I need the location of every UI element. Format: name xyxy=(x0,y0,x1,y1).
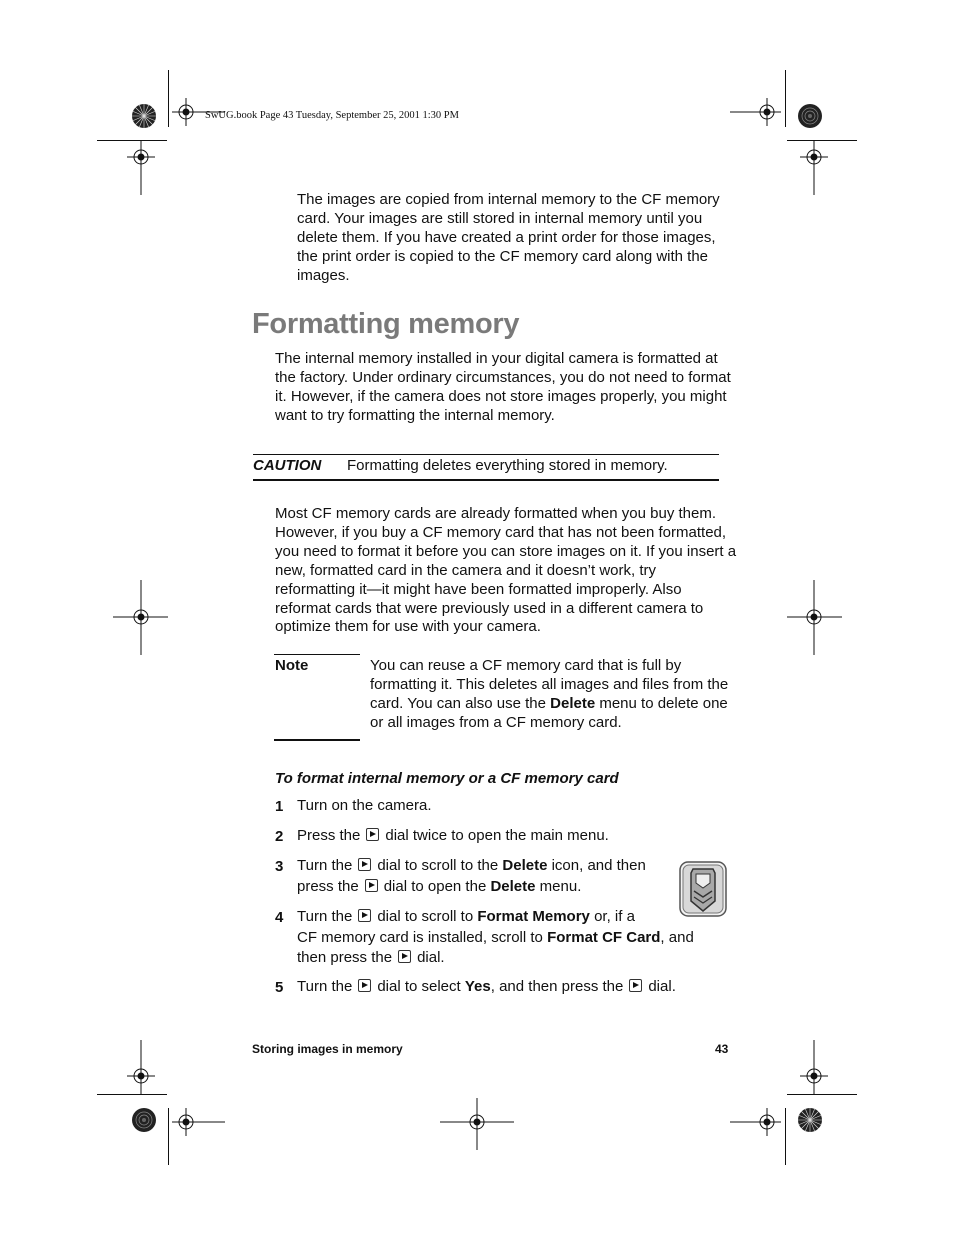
step-5-text: Turn the dial to select Yes, and then press the dial. xyxy=(297,978,676,995)
step-number: 5 xyxy=(275,979,284,996)
note-delete-bold: Delete xyxy=(550,694,596,712)
play-dial-icon xyxy=(358,979,371,992)
note-rule-top xyxy=(274,654,360,655)
step-1-text: Turn on the camera. xyxy=(297,797,432,814)
step-2-text: Press the dial twice to open the main menu. xyxy=(297,827,609,844)
play-dial-icon xyxy=(366,828,379,841)
section-heading: Formatting memory xyxy=(252,308,520,340)
play-dial-icon xyxy=(629,979,642,992)
note-text: You can reuse a CF memory card that is full by formatting it. This deletes all images and files from the card. You can also use the Delete menu to delete one or all images from a CF memory card. xyxy=(370,657,729,731)
intro-paragraph: The images are copied from internal memory to the CF memory card. Your images are still stored in internal memory until you delete them. If you have created a print order for those images, the print order is copied to the CF memory card along with the images. xyxy=(297,191,720,284)
caution-text: Formatting deletes everything stored in memory. xyxy=(347,457,668,474)
step-number: 2 xyxy=(275,828,284,845)
cf-card-paragraph: Most CF memory cards are already formatted when you buy them. However, if you buy a CF memory card that has not been formatted, you need to format it before you can store images on it. If you insert a new, formatted card in the camera and it doesn’t work, try reformatting it—it might have been formatted improperly. Also reformat cards that were previously used in a different camera to optimize them for use with your camera. xyxy=(275,505,737,636)
caution-label: CAUTION xyxy=(253,457,322,474)
play-dial-icon xyxy=(398,950,411,963)
procedure-heading: To format internal memory or a CF memory card xyxy=(275,770,619,787)
formatting-paragraph: The internal memory installed in your digital camera is formatted at the factory. Under ordinary circumstances, you do not need to format it. However, if the camera does not store images properly, you might want to try formatting the internal memory. xyxy=(275,350,731,424)
play-dial-icon xyxy=(358,909,371,922)
play-dial-icon xyxy=(358,858,371,871)
note-label: Note xyxy=(275,657,309,674)
step-4-text: Turn the dial to scroll to Format Memory or, if a CF memory card is installed, scroll to Format CF Card, and then press the dial. xyxy=(297,908,694,966)
step-3-text: Turn the dial to scroll to the Delete icon, and then press the dial to open the Delete menu. xyxy=(297,857,646,895)
note-rule-bottom xyxy=(274,739,360,741)
step-number: 4 xyxy=(275,909,284,926)
step-number: 1 xyxy=(275,798,284,815)
step-number: 3 xyxy=(275,858,284,875)
page-number: 43 xyxy=(715,1042,729,1056)
footer-section-title: Storing images in memory xyxy=(252,1042,403,1056)
print-header: SwUG.book Page 43 Tuesday, September 25, 2001 1:30 PM xyxy=(205,110,459,121)
play-dial-icon xyxy=(365,879,378,892)
